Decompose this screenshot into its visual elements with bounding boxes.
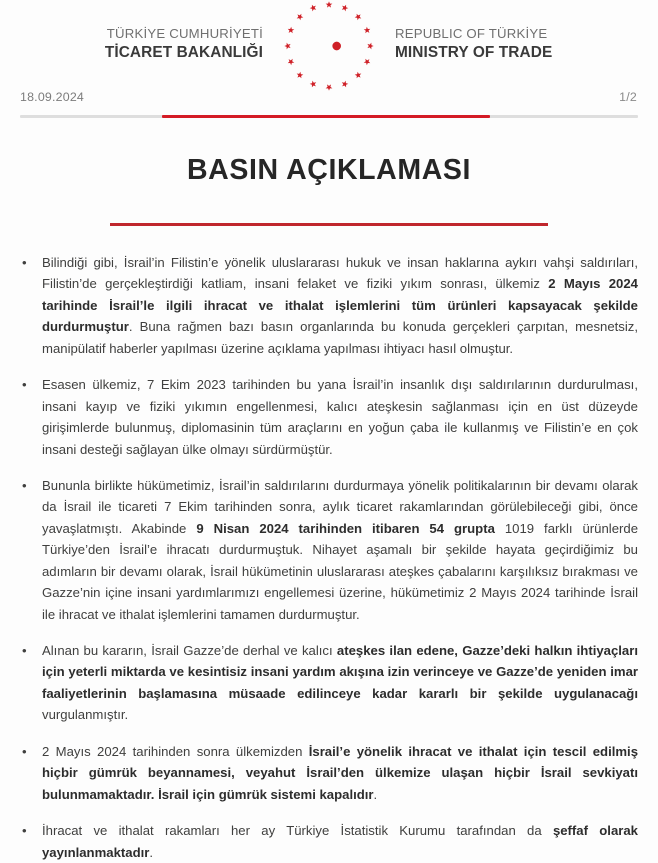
emphasis-text: şeffaf olarak yayınlanmaktadır [42,823,638,860]
brand-english-line2: MINISTRY OF TRADE [395,43,553,61]
emphasis-text: 9 Nisan 2024 tarihinden itibaren 54 grupta [196,520,495,536]
body-text: Esasen ülkemiz, 7 Ekim 2023 tarihinden bu yana İsrail’in insanlık dışı saldırılarının durdurulması, insani kayıp ve fiziki yıkımın engellenmesi, kalıcı ateşkesin sağlanması için en üst düzeyde girişimlerde bulunmuş, diplomasinin tüm araçlarını en yoğun çaba ile kullanmış ve Filistin’e en çok insani desteği sağlayan ülke olmayı sürdürmüştür. [42,377,638,457]
bullet-marker-icon: • [22,643,27,658]
para-2 [20,374,638,460]
turkish-ministry-emblem-icon [281,0,377,94]
header-divider [20,115,638,118]
document-body [20,252,638,863]
brand-turkish-line2: TİCARET BAKANLIĞI [104,43,263,61]
body-text: Alınan bu kararın, İsrail Gazze’de derhal ve kalıcı [42,643,337,658]
page-title: BASIN AÇIKLAMASI [186,154,472,186]
para-4 [20,640,638,726]
bullet-marker-icon: • [22,823,27,839]
brand-english-line1: REPUBLIC OF TÜRKİYE [395,26,548,42]
brand-turkish-line1: TÜRKİYE CUMHURİYETİ [106,26,263,42]
body-text: Bilindiği gibi, İsrail’in Filistin’e yönelik uluslararası hukuk ve insan haklarına aykırı vahşi saldırıları, Filistin’de gerçekleştirdiği katliam, insani felaket ve fiziki yıkım sonrası, ülkemiz [42,255,638,292]
body-text: . [373,786,378,802]
emphasis-text: 2 Mayıs 2024 tarihinde İsrail’le ilgili ihracat ve ithalat işlemlerini tüm ürünleri kapsayacak şekilde durdurmuştur [42,276,638,335]
body-text: vurgulanmıştır. [42,707,129,723]
body-text: İhracat ve ithalat rakamları her ay Türkiye İstatistik Kurumu tarafından da [42,823,553,839]
emphasis-text: İsrail’e yönelik ihracat ve ithalat için tescil edilmiş hiçbir gümrük beyannamesi, veyahut İsrail’den ülkemize ulaşan hiçbir İsrail sevkiyatı bulunmamaktadır. İsrail için gümrük sistemi kapalıdır [42,743,639,802]
bullet-marker-icon: • [22,377,27,393]
bullet-marker-icon: • [22,477,27,493]
header-divider-accent [162,115,490,118]
emphasis-text: ateşkes ilan edene, Gazze’deki halkın ihtiyaçları için yeterli miktarda ve kesintisiz insani yardım akışına izin verinceye ve Gazze’de yeniden imar faaliyetlerinin başlamasına müsaade edilinceye kadar kararlı bir şekilde uygulanacağı [42,643,639,701]
document-date: 18.09.2024 [20,90,85,104]
para-6 [20,820,638,863]
title-underline [110,223,548,226]
page-indicator: 1/2 [619,90,637,104]
body-text: Bununla birlikte hükümetimiz, İsrail’in saldırılarını durdurmaya yönelik politikalarının bir devamı olarak da İsrail ile ticareti 7 Ekim tarihinden sonra, aylık ticaret rakamlarından görülebileceği gibi, önce yavaşlatmıştı. Akabinde [42,477,638,536]
para-3 [20,475,638,625]
bullet-marker-icon: • [22,255,27,270]
body-text: 2 Mayıs 2024 tarihinden sonra ülkemizden [42,743,309,759]
document-meta-row [20,88,638,118]
para-1 [20,252,638,359]
body-text: 1019 farklı ürünlerde Türkiye’den İsrail’e ihracatı durdurmuştuk. Nihayet aşamalı bir şekilde hayata geçirdiğimiz bu adımların bir devamı olarak, İsrail hükümetinin uluslararası ateşkes çabalarını karşılıksız bırakması ve Gazze’nin içine insani yardımlarımızı engellemesi üzerine, hükümetimiz 2 Mayıs 2024 tarihinde İsrail ile ihracat ve ithalat işlemlerini tamamen durdurmuştur. [42,520,639,622]
body-text: . [149,844,154,860]
bullet-marker-icon: • [22,743,27,759]
brand-english [377,26,587,62]
document-header [0,0,658,88]
brand-turkish [71,26,281,62]
body-text: . Buna rağmen bazı basın organlarında bu konuda gerçekleri çarpıtan, mesnetsiz, manipülatif haberler yapılması üzerine açıklama yapılması ihtiyacı hasıl olmuştur. [42,319,638,356]
para-5 [20,741,638,805]
